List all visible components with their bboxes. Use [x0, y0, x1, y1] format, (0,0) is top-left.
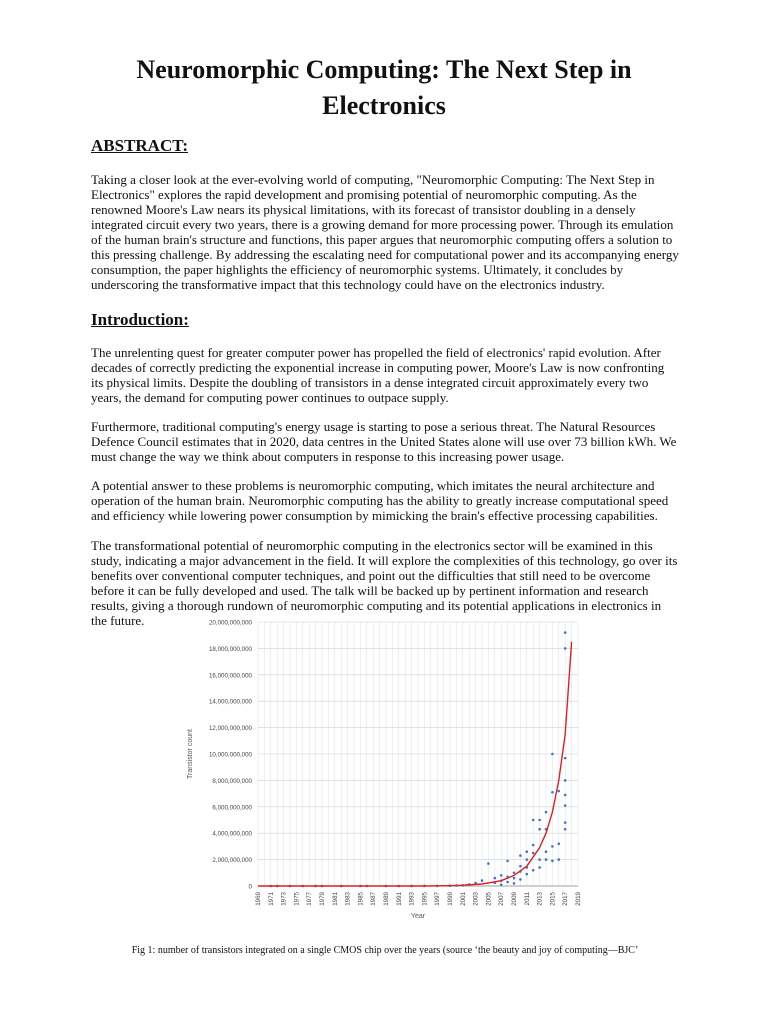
data-point — [506, 860, 509, 863]
data-point — [494, 877, 497, 880]
x-tick-label: 1981 — [331, 892, 339, 906]
x-tick-label: 1987 — [370, 892, 378, 906]
data-point — [564, 757, 567, 760]
x-tick-label: 2003 — [472, 892, 480, 906]
x-tick-label: 2011 — [523, 892, 531, 906]
x-tick-label: 2001 — [459, 892, 467, 906]
x-axis-label: Year — [410, 913, 426, 920]
data-point — [545, 858, 548, 861]
data-point — [532, 844, 535, 847]
y-tick-label: 20,000,000,000 — [208, 619, 252, 627]
data-point — [526, 850, 529, 853]
data-point — [564, 804, 567, 807]
x-tick-label: 1979 — [319, 892, 326, 906]
data-point — [519, 865, 522, 868]
x-tick-label: 1969 — [255, 892, 262, 906]
data-point — [538, 819, 541, 822]
intro-paragraph-4: The transformational potential of neuromorphic computing in the electronics sector will be examined in this study, indicating a major advancement in the field. It will explore the complexities of this technology, go over its benefits over conventional computer techniques, and point out the difficulties that still need to be overcome before it can be fully developed and used. The talk will be backed up by pertinent information and research results, giving a thorough rundown of neuromorphic computing and its potential applications in electronics in the future. — [91, 538, 678, 628]
data-point — [551, 845, 554, 848]
intro-paragraph-3: A potential answer to these problems is neuromorphic computing, which imitates the neural architecture and operation of the human brain. Neuromorphic computing has the ability to greatly increase computational speed and efficiency while lowering power consumption by mimicking the brain's effective processing capabilities. — [91, 478, 669, 523]
data-point — [526, 858, 529, 861]
data-point — [487, 862, 490, 865]
x-tick-label: 1995 — [421, 892, 429, 906]
intro-paragraph-1: The unrelenting quest for greater computer power has propelled the field of electronics' rapid evolution. After decades of correctly predicting the exponential increase in computing power, Moore's Law is now confronting its physical limits. Despite the doubling of transistors in a dense integrated circuit approximately every two years, the demand for computing power continues to outpace supply. — [91, 345, 665, 405]
data-point — [545, 811, 548, 814]
data-point — [538, 828, 541, 831]
x-tick-label: 1989 — [383, 892, 390, 906]
x-tick-label: 1997 — [434, 892, 442, 906]
y-tick-label: 16,000,000,000 — [208, 672, 252, 680]
data-point — [481, 879, 484, 882]
data-point — [564, 779, 567, 782]
data-point — [513, 882, 516, 885]
data-point — [526, 873, 529, 876]
y-axis-label: Transistor count — [187, 729, 194, 779]
x-tick-label: 1999 — [447, 892, 454, 906]
y-tick-label: 14,000,000,000 — [208, 698, 252, 706]
intro-paragraph-2: Furthermore, traditional computing's energy usage is starting to pose a serious threat. The Natural Resources Defence Council estimates that in 2020, data centres in the United States alone will use over 73 billion kWh. We must change the way we think about computers in response to this increasing power usage. — [91, 419, 677, 464]
x-tick-label: 1973 — [280, 892, 288, 906]
x-tick-label: 2015 — [549, 892, 557, 906]
x-tick-label: 2009 — [511, 892, 518, 906]
x-tick-label: 2007 — [498, 892, 506, 906]
y-tick-label: 2,000,000,000 — [212, 857, 252, 865]
data-point — [564, 794, 567, 797]
abstract-heading: ABSTRACT: — [91, 136, 188, 155]
transistor-count-chart — [180, 612, 590, 922]
x-tick-label: 1971 — [267, 892, 275, 906]
x-tick-label: 2017 — [562, 892, 570, 906]
abstract-text: Taking a closer look at the ever-evolving world of computing, "Neuromorphic Computing: The Next Step in Electronics" explores the rapid development and promising potential of neuromorphic computing. As the renowned Moore's Law nears its physical limitations, with its forecast of transistor doubling in a densely integrated circuit every two years, there is a growing demand for more processing power. Through its emulation of the human brain's structure and functions, this paper argues that neuromorphic computing offers a solution to this pressing challenge. By addressing the escalating need for computational power and its accompanying energy consumption, the paper highlights the efficiency of neuromorphic systems. Ultimately, it concludes by underscoring the transformative impact that this technology could have on the electronics industry. — [91, 172, 679, 292]
data-point — [564, 828, 567, 831]
x-tick-label: 1993 — [408, 892, 416, 906]
y-tick-label: 18,000,000,000 — [208, 645, 252, 653]
x-tick-label: 2019 — [575, 892, 582, 906]
data-point — [532, 852, 535, 855]
data-point — [538, 866, 541, 869]
figure-caption: Fig 1: number of transistors integrated on a single CMOS chip over the years (source ‘the beauty and joy of computing—BJC’ — [131, 945, 639, 956]
data-point — [532, 869, 535, 872]
y-tick-label: 12,000,000,000 — [208, 725, 252, 733]
data-point — [564, 647, 567, 650]
x-tick-label: 1983 — [344, 892, 352, 906]
data-point — [506, 881, 509, 884]
y-tick-label: 10,000,000,000 — [208, 751, 252, 759]
data-point — [500, 874, 503, 877]
data-point — [513, 872, 516, 875]
data-point — [500, 883, 503, 886]
data-point — [551, 753, 554, 756]
data-point — [564, 631, 567, 634]
data-point — [558, 790, 561, 793]
data-point — [558, 843, 561, 846]
paper-title: Neuromorphic Computing: The Next Step in Electronics — [136, 55, 632, 120]
data-point — [532, 819, 535, 822]
x-tick-label: 1975 — [293, 892, 301, 906]
x-tick-label: 1977 — [306, 892, 314, 906]
y-tick-label: 4,000,000,000 — [212, 830, 252, 838]
data-point — [564, 821, 567, 824]
data-point — [558, 858, 561, 861]
introduction-heading: Introduction: — [91, 310, 189, 329]
data-point — [545, 850, 548, 853]
x-tick-label: 2013 — [536, 892, 544, 906]
data-point — [551, 791, 554, 794]
x-tick-label: 1991 — [395, 892, 403, 906]
data-point — [519, 878, 522, 881]
data-point — [519, 854, 522, 857]
y-tick-label: 6,000,000,000 — [212, 804, 252, 812]
data-point — [513, 877, 516, 880]
y-tick-label: 0 — [248, 883, 252, 891]
x-tick-label: 1985 — [357, 892, 365, 906]
trend-line — [258, 642, 572, 886]
x-tick-label: 2005 — [485, 892, 493, 906]
data-point — [538, 858, 541, 861]
data-point — [551, 860, 554, 863]
y-tick-label: 8,000,000,000 — [212, 777, 252, 785]
